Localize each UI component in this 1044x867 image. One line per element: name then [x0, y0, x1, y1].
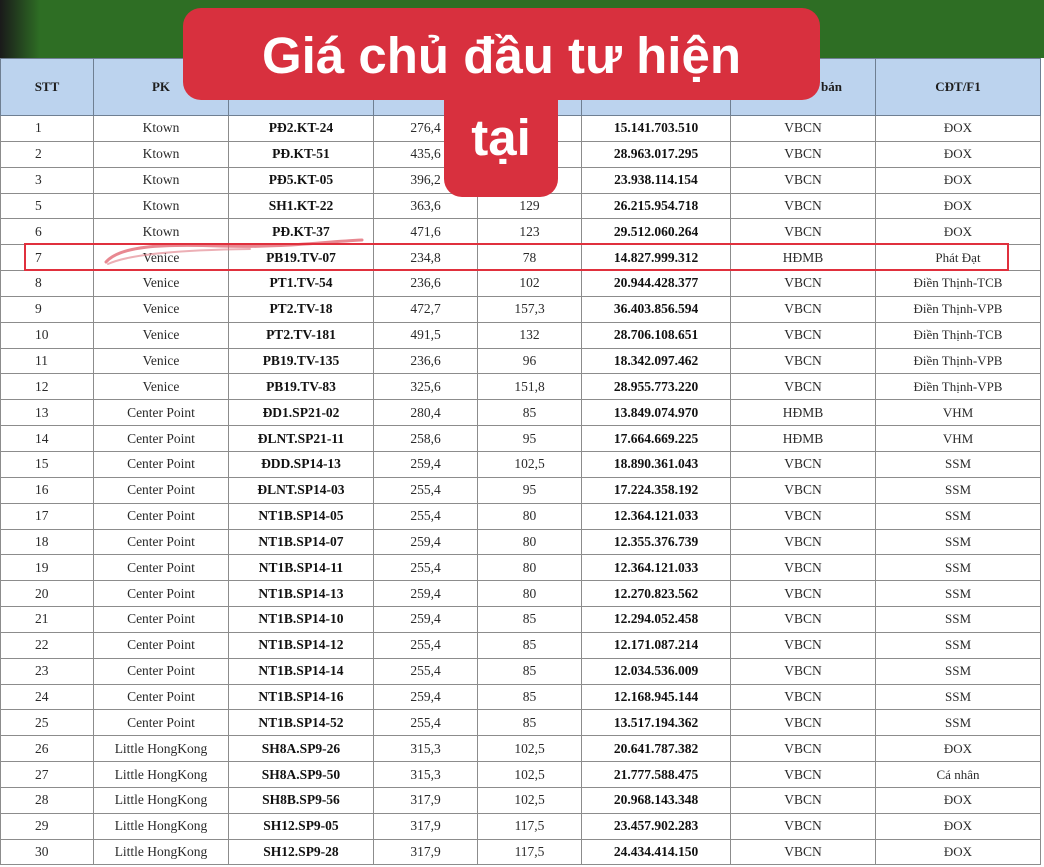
cell-price: 12.034.536.009 — [582, 658, 731, 684]
table-row — [1, 374, 1041, 400]
cell-size: 80 — [478, 503, 582, 529]
top-band-edge — [0, 0, 40, 58]
cell-code: ĐD1.SP21-02 — [229, 400, 374, 426]
header-cdt-f1: CĐT/F1 — [876, 59, 1041, 116]
cell-size: 95 — [478, 426, 582, 452]
cell-size: 117,5 — [478, 813, 582, 839]
cell-price: 20.968.143.348 — [582, 787, 731, 813]
cell-code: PB19.TV-07 — [229, 245, 374, 271]
cell-pk: Center Point — [94, 451, 229, 477]
table-row — [1, 632, 1041, 658]
cell-code: SH8B.SP9-56 — [229, 787, 374, 813]
cell-code: PT2.TV-181 — [229, 322, 374, 348]
cell-sale-type: VBCN — [731, 710, 876, 736]
cell-pk: Little HongKong — [94, 736, 229, 762]
cell-price: 24.434.414.150 — [582, 839, 731, 865]
cell-sale-type: VBCN — [731, 632, 876, 658]
cell-area: 259,4 — [374, 607, 478, 633]
banner-title-line1: Giá chủ đầu tư hiện — [262, 27, 741, 84]
cell-stt: 20 — [1, 581, 94, 607]
cell-price: 12.364.121.033 — [582, 555, 731, 581]
cell-area: 255,4 — [374, 503, 478, 529]
cell-code: NT1B.SP14-12 — [229, 632, 374, 658]
cell-pk: Center Point — [94, 607, 229, 633]
cell-price: 26.215.954.718 — [582, 193, 731, 219]
cell-cdt-f1: SSM — [876, 607, 1041, 633]
table-row — [1, 322, 1041, 348]
cell-code: PB19.TV-83 — [229, 374, 374, 400]
cell-stt: 26 — [1, 736, 94, 762]
cell-size: 85 — [478, 607, 582, 633]
cell-pk: Little HongKong — [94, 839, 229, 865]
cell-cdt-f1: SSM — [876, 684, 1041, 710]
cell-area: 317,9 — [374, 839, 478, 865]
cell-sale-type: VBCN — [731, 658, 876, 684]
cell-sale-type: HĐMB — [731, 245, 876, 271]
cell-stt: 5 — [1, 193, 94, 219]
cell-cdt-f1: SSM — [876, 503, 1041, 529]
cell-pk: Center Point — [94, 400, 229, 426]
cell-sale-type: VBCN — [731, 839, 876, 865]
cell-size: 95 — [478, 477, 582, 503]
table-row — [1, 710, 1041, 736]
cell-sale-type: VBCN — [731, 271, 876, 297]
cell-pk: Ktown — [94, 167, 229, 193]
cell-area: 315,3 — [374, 762, 478, 788]
cell-cdt-f1: SSM — [876, 529, 1041, 555]
cell-size: 85 — [478, 632, 582, 658]
cell-cdt-f1: Cá nhân — [876, 762, 1041, 788]
cell-pk: Center Point — [94, 477, 229, 503]
cell-sale-type: VBCN — [731, 141, 876, 167]
cell-area: 396,2 — [374, 167, 478, 193]
cell-price: 20.944.428.377 — [582, 271, 731, 297]
cell-code: PT1.TV-54 — [229, 271, 374, 297]
header-sale-type: bán — [731, 59, 876, 116]
cell-code: SH8A.SP9-50 — [229, 762, 374, 788]
cell-cdt-f1: SSM — [876, 477, 1041, 503]
cell-sale-type: VBCN — [731, 684, 876, 710]
cell-size: 102,5 — [478, 762, 582, 788]
table-row — [1, 813, 1041, 839]
cell-pk: Center Point — [94, 555, 229, 581]
cell-code: NT1B.SP14-07 — [229, 529, 374, 555]
cell-pk: Venice — [94, 296, 229, 322]
cell-size: 85 — [478, 658, 582, 684]
cell-cdt-f1: ĐOX — [876, 116, 1041, 142]
cell-code: PB19.TV-135 — [229, 348, 374, 374]
cell-cdt-f1: ĐOX — [876, 736, 1041, 762]
cell-stt: 3 — [1, 167, 94, 193]
table-row — [1, 503, 1041, 529]
cell-sale-type: VBCN — [731, 581, 876, 607]
cell-cdt-f1: SSM — [876, 632, 1041, 658]
cell-cdt-f1: Điền Thịnh-TCB — [876, 271, 1041, 297]
cell-stt: 28 — [1, 787, 94, 813]
cell-stt: 16 — [1, 477, 94, 503]
cell-cdt-f1: SSM — [876, 710, 1041, 736]
cell-cdt-f1: Điền Thịnh-TCB — [876, 322, 1041, 348]
cell-sale-type: VBCN — [731, 736, 876, 762]
cell-code: NT1B.SP14-14 — [229, 658, 374, 684]
cell-pk: Center Point — [94, 710, 229, 736]
header-pk: PK — [94, 59, 229, 116]
cell-size: 102,5 — [478, 736, 582, 762]
cell-price: 18.890.361.043 — [582, 451, 731, 477]
cell-sale-type: VBCN — [731, 167, 876, 193]
cell-sale-type: VBCN — [731, 813, 876, 839]
cell-stt: 24 — [1, 684, 94, 710]
cell-stt: 22 — [1, 632, 94, 658]
cell-pk: Little HongKong — [94, 787, 229, 813]
table-row — [1, 400, 1041, 426]
cell-code: SH12.SP9-05 — [229, 813, 374, 839]
cell-area: 315,3 — [374, 736, 478, 762]
cell-price: 15.141.703.510 — [582, 116, 731, 142]
table-row — [1, 581, 1041, 607]
cell-stt: 12 — [1, 374, 94, 400]
table-row — [1, 426, 1041, 452]
cell-area: 491,5 — [374, 322, 478, 348]
cell-size: 132 — [478, 322, 582, 348]
cell-size: 102 — [478, 271, 582, 297]
cell-size: 80 — [478, 581, 582, 607]
cell-cdt-f1: Phát Đạt — [876, 245, 1041, 271]
cell-price: 13.849.074.970 — [582, 400, 731, 426]
cell-cdt-f1: SSM — [876, 555, 1041, 581]
cell-stt: 1 — [1, 116, 94, 142]
cell-stt: 13 — [1, 400, 94, 426]
cell-code: SH1.KT-22 — [229, 193, 374, 219]
cell-stt: 21 — [1, 607, 94, 633]
cell-price: 12.294.052.458 — [582, 607, 731, 633]
cell-sale-type: VBCN — [731, 193, 876, 219]
cell-stt: 25 — [1, 710, 94, 736]
cell-stt: 23 — [1, 658, 94, 684]
cell-price: 23.938.114.154 — [582, 167, 731, 193]
cell-price: 12.364.121.033 — [582, 503, 731, 529]
cell-cdt-f1: ĐOX — [876, 167, 1041, 193]
cell-cdt-f1: VHM — [876, 426, 1041, 452]
cell-stt: 19 — [1, 555, 94, 581]
cell-pk: Center Point — [94, 658, 229, 684]
cell-code: NT1B.SP14-05 — [229, 503, 374, 529]
cell-sale-type: VBCN — [731, 762, 876, 788]
table-row — [1, 787, 1041, 813]
cell-area: 259,4 — [374, 451, 478, 477]
table-row — [1, 658, 1041, 684]
cell-size: 85 — [478, 400, 582, 426]
cell-stt: 27 — [1, 762, 94, 788]
cell-size: 80 — [478, 555, 582, 581]
cell-stt: 14 — [1, 426, 94, 452]
cell-area: 317,9 — [374, 787, 478, 813]
cell-area: 236,6 — [374, 271, 478, 297]
cell-size: 102,5 — [478, 451, 582, 477]
cell-sale-type: VBCN — [731, 219, 876, 245]
cell-price: 13.517.194.362 — [582, 710, 731, 736]
cell-stt: 2 — [1, 141, 94, 167]
cell-pk: Ktown — [94, 219, 229, 245]
cell-price: 14.827.999.312 — [582, 245, 731, 271]
cell-cdt-f1: SSM — [876, 451, 1041, 477]
cell-cdt-f1: Điền Thịnh-VPB — [876, 296, 1041, 322]
cell-size: 96 — [478, 348, 582, 374]
cell-pk: Center Point — [94, 581, 229, 607]
cell-cdt-f1: VHM — [876, 400, 1041, 426]
cell-area: 259,4 — [374, 684, 478, 710]
cell-area: 471,6 — [374, 219, 478, 245]
cell-code: NT1B.SP14-11 — [229, 555, 374, 581]
cell-pk: Center Point — [94, 632, 229, 658]
cell-pk: Center Point — [94, 684, 229, 710]
cell-price: 21.777.588.475 — [582, 762, 731, 788]
cell-code: PĐ.KT-37 — [229, 219, 374, 245]
cell-stt: 17 — [1, 503, 94, 529]
cell-area: 259,4 — [374, 529, 478, 555]
cell-sale-type: VBCN — [731, 322, 876, 348]
cell-area: 236,6 — [374, 348, 478, 374]
cell-pk: Center Point — [94, 503, 229, 529]
table-row — [1, 219, 1041, 245]
cell-code: ĐLNT.SP14-03 — [229, 477, 374, 503]
cell-cdt-f1: SSM — [876, 581, 1041, 607]
cell-sale-type: VBCN — [731, 296, 876, 322]
cell-sale-type: VBCN — [731, 374, 876, 400]
cell-area: 255,4 — [374, 632, 478, 658]
cell-pk: Ktown — [94, 141, 229, 167]
cell-cdt-f1: Điền Thịnh-VPB — [876, 374, 1041, 400]
table-row — [1, 684, 1041, 710]
cell-price: 28.955.773.220 — [582, 374, 731, 400]
cell-cdt-f1: ĐOX — [876, 219, 1041, 245]
cell-area: 472,7 — [374, 296, 478, 322]
cell-pk: Venice — [94, 271, 229, 297]
cell-sale-type: VBCN — [731, 787, 876, 813]
cell-area: 317,9 — [374, 813, 478, 839]
cell-size: 85 — [478, 684, 582, 710]
cell-code: ĐLNT.SP21-11 — [229, 426, 374, 452]
cell-code: NT1B.SP14-10 — [229, 607, 374, 633]
cell-pk: Center Point — [94, 426, 229, 452]
cell-pk: Little HongKong — [94, 762, 229, 788]
cell-pk: Little HongKong — [94, 813, 229, 839]
cell-sale-type: HĐMB — [731, 400, 876, 426]
cell-pk: Venice — [94, 374, 229, 400]
cell-code: PĐ.KT-51 — [229, 141, 374, 167]
cell-code: NT1B.SP14-52 — [229, 710, 374, 736]
cell-sale-type: VBCN — [731, 607, 876, 633]
cell-pk: Center Point — [94, 529, 229, 555]
table-row — [1, 477, 1041, 503]
table-row — [1, 271, 1041, 297]
cell-size: 117,5 — [478, 839, 582, 865]
cell-area: 255,4 — [374, 555, 478, 581]
cell-price: 18.342.097.462 — [582, 348, 731, 374]
cell-price: 12.355.376.739 — [582, 529, 731, 555]
cell-area: 280,4 — [374, 400, 478, 426]
cell-pk: Ktown — [94, 116, 229, 142]
cell-area: 259,4 — [374, 581, 478, 607]
cell-cdt-f1: ĐOX — [876, 141, 1041, 167]
cell-pk: Venice — [94, 245, 229, 271]
cell-price: 17.664.669.225 — [582, 426, 731, 452]
cell-cdt-f1: ĐOX — [876, 787, 1041, 813]
header-stt: STT — [1, 59, 94, 116]
cell-code: SH8A.SP9-26 — [229, 736, 374, 762]
table-row — [1, 245, 1041, 271]
cell-size: 157,3 — [478, 296, 582, 322]
cell-size: 123 — [478, 219, 582, 245]
cell-code: SH12.SP9-28 — [229, 839, 374, 865]
table-row — [1, 451, 1041, 477]
cell-stt: 8 — [1, 271, 94, 297]
cell-size: 129 — [478, 193, 582, 219]
table-body — [1, 116, 1041, 865]
cell-sale-type: VBCN — [731, 451, 876, 477]
cell-sale-type: VBCN — [731, 116, 876, 142]
cell-code: NT1B.SP14-16 — [229, 684, 374, 710]
cell-cdt-f1: ĐOX — [876, 813, 1041, 839]
cell-area: 258,6 — [374, 426, 478, 452]
cell-price: 12.168.945.144 — [582, 684, 731, 710]
cell-area: 363,6 — [374, 193, 478, 219]
cell-cdt-f1: Điền Thịnh-VPB — [876, 348, 1041, 374]
cell-area: 255,4 — [374, 477, 478, 503]
cell-code: PĐ5.KT-05 — [229, 167, 374, 193]
cell-price: 17.224.358.192 — [582, 477, 731, 503]
cell-price: 36.403.856.594 — [582, 296, 731, 322]
cell-stt: 15 — [1, 451, 94, 477]
cell-size: 78 — [478, 245, 582, 271]
cell-size: 85 — [478, 710, 582, 736]
cell-stt: 10 — [1, 322, 94, 348]
cell-area: 325,6 — [374, 374, 478, 400]
cell-price: 20.641.787.382 — [582, 736, 731, 762]
cell-area: 255,4 — [374, 710, 478, 736]
cell-stt: 29 — [1, 813, 94, 839]
cell-sale-type: HĐMB — [731, 426, 876, 452]
cell-cdt-f1: SSM — [876, 658, 1041, 684]
cell-price: 23.457.902.283 — [582, 813, 731, 839]
cell-sale-type: VBCN — [731, 477, 876, 503]
banner-title-line2: tại — [471, 109, 531, 166]
cell-area: 234,8 — [374, 245, 478, 271]
cell-size: 80 — [478, 529, 582, 555]
cell-price: 28.963.017.295 — [582, 141, 731, 167]
cell-pk: Venice — [94, 348, 229, 374]
cell-price: 28.706.108.651 — [582, 322, 731, 348]
cell-area: 255,4 — [374, 658, 478, 684]
cell-code: PĐ2.KT-24 — [229, 116, 374, 142]
cell-code: NT1B.SP14-13 — [229, 581, 374, 607]
cell-price: 29.512.060.264 — [582, 219, 731, 245]
cell-cdt-f1: ĐOX — [876, 839, 1041, 865]
cell-sale-type: VBCN — [731, 348, 876, 374]
cell-pk: Venice — [94, 322, 229, 348]
cell-stt: 6 — [1, 219, 94, 245]
cell-cdt-f1: ĐOX — [876, 193, 1041, 219]
table-row — [1, 736, 1041, 762]
cell-sale-type: VBCN — [731, 503, 876, 529]
cell-size: 102,5 — [478, 787, 582, 813]
cell-stt: 30 — [1, 839, 94, 865]
cell-area: 435,6 — [374, 141, 478, 167]
table-row — [1, 529, 1041, 555]
cell-code: PT2.TV-18 — [229, 296, 374, 322]
table-row — [1, 555, 1041, 581]
cell-stt: 18 — [1, 529, 94, 555]
cell-pk: Ktown — [94, 193, 229, 219]
cell-size: 151,8 — [478, 374, 582, 400]
table-row — [1, 762, 1041, 788]
cell-price: 12.171.087.214 — [582, 632, 731, 658]
cell-sale-type: VBCN — [731, 529, 876, 555]
cell-price: 12.270.823.562 — [582, 581, 731, 607]
cell-stt: 7 — [1, 245, 94, 271]
cell-sale-type: VBCN — [731, 555, 876, 581]
table-row — [1, 607, 1041, 633]
table-row — [1, 296, 1041, 322]
cell-stt: 11 — [1, 348, 94, 374]
table-row — [1, 348, 1041, 374]
cell-code: ĐDD.SP14-13 — [229, 451, 374, 477]
cell-stt: 9 — [1, 296, 94, 322]
cell-area: 276,4 — [374, 116, 478, 142]
table-row — [1, 839, 1041, 865]
